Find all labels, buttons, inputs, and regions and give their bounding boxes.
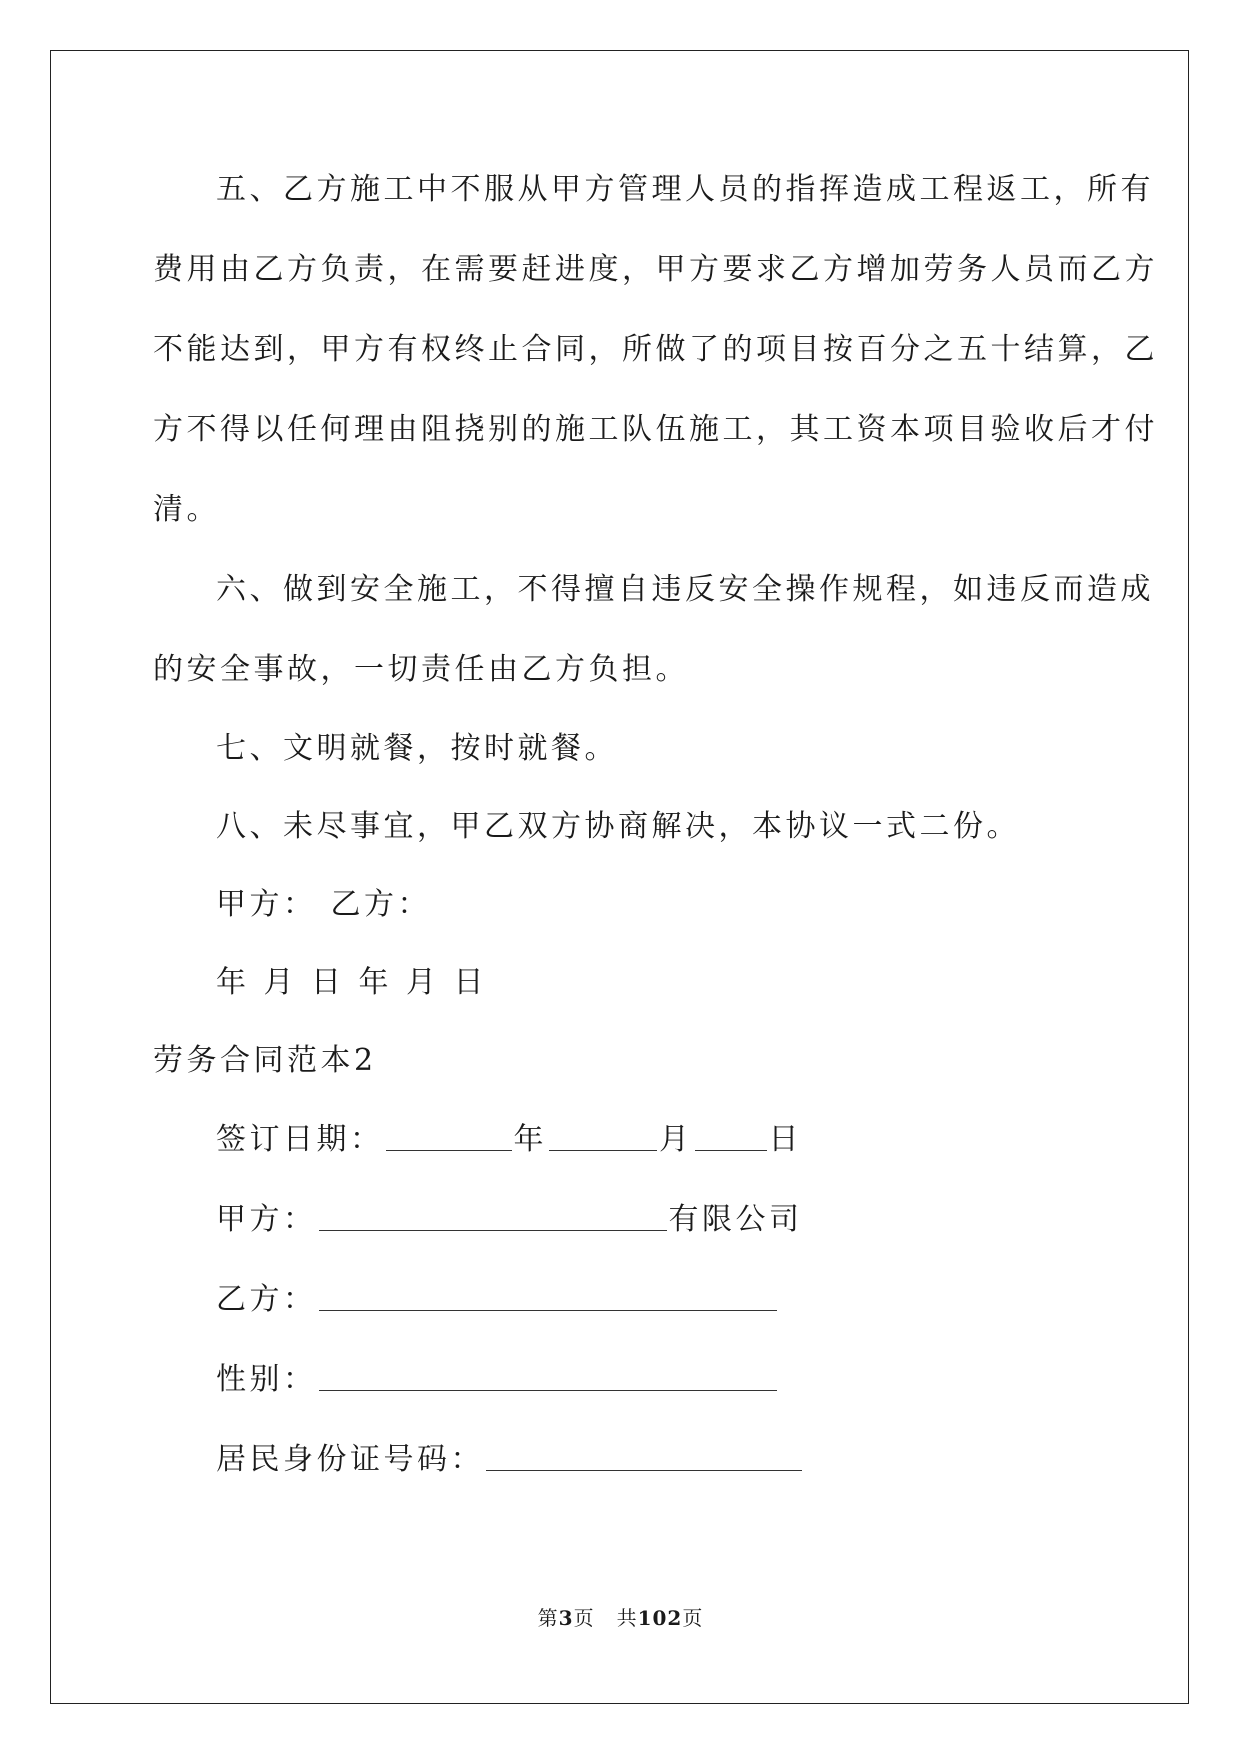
paragraph-8: 八、未尽事宜，甲乙双方协商解决，本协议一式二份。 — [216, 809, 1020, 844]
footer-page-number: 3 — [558, 1606, 574, 1630]
paragraph-6-line-2: 的安全事故，一切责任由乙方负担。 — [153, 652, 689, 687]
party-a-suffix: 有限公司 — [668, 1202, 803, 1237]
section-title: 劳务合同范本2 — [153, 1043, 377, 1078]
date-b-day: 日 — [453, 965, 487, 1000]
sign-date-year-blank — [386, 1124, 512, 1151]
date-a-year: 年 — [216, 965, 250, 1000]
date-b-year: 年 — [358, 965, 392, 1000]
signature-party-b: 乙方： — [330, 887, 431, 922]
paragraph-7: 七、文明就餐，按时就餐。 — [216, 731, 618, 766]
signature-date-row — [153, 944, 1088, 1022]
sign-date-month-blank — [549, 1124, 657, 1151]
paragraph-5-line-4: 方不得以任何理由阻挠别的施工队伍施工，其工资本项目验收后才付 — [153, 412, 1158, 447]
footer-total-prefix: 共 — [616, 1606, 638, 1630]
footer-prefix: 第 — [537, 1606, 559, 1630]
party-b-label: 乙方： — [216, 1282, 317, 1317]
paragraph-5-line-2: 费用由乙方负责，在需要赶进度，甲方要求乙方增加劳务人员而乙方 — [153, 252, 1158, 287]
id-number-label: 居民身份证号码： — [216, 1442, 484, 1477]
signature-row — [153, 866, 1088, 944]
paragraph-5-line-1: 五、乙方施工中不服从甲方管理人员的指挥造成工程返工，所有 — [216, 172, 1154, 207]
sign-date-day-blank — [695, 1124, 767, 1151]
paragraph-5-line-5: 清。 — [153, 492, 220, 527]
sign-date-year: 年 — [513, 1122, 547, 1157]
date-a-month: 月 — [263, 965, 297, 1000]
gender-label: 性别： — [216, 1362, 317, 1397]
party-a-blank — [319, 1204, 667, 1231]
date-a-day: 日 — [311, 965, 345, 1000]
footer-total-pages: 102 — [637, 1606, 683, 1630]
paragraph-5-line-3: 不能达到，甲方有权终止合同，所做了的项目按百分之五十结算，乙 — [153, 332, 1158, 367]
date-b-month: 月 — [406, 965, 440, 1000]
party-b-row — [153, 1260, 1088, 1340]
document-body — [153, 150, 1158, 1500]
party-b-blank — [319, 1284, 777, 1311]
sign-date-row — [153, 1100, 1088, 1180]
gender-blank — [319, 1364, 777, 1391]
id-number-blank — [486, 1444, 802, 1471]
footer-total-suffix: 页 — [682, 1606, 704, 1630]
page-footer — [0, 1602, 1241, 1631]
sign-date-month: 月 — [659, 1122, 693, 1157]
party-a-label: 甲方： — [216, 1202, 317, 1237]
footer-page-suffix: 页 — [573, 1606, 595, 1630]
id-number-row — [153, 1420, 1088, 1500]
sign-date-label: 签订日期： — [216, 1122, 384, 1157]
signature-party-a: 甲方： — [216, 887, 317, 922]
sign-date-day: 日 — [768, 1122, 802, 1157]
gender-row — [153, 1340, 1088, 1420]
party-a-row — [153, 1180, 1088, 1260]
paragraph-6-line-1: 六、做到安全施工，不得擅自违反安全操作规程，如违反而造成 — [216, 572, 1154, 607]
